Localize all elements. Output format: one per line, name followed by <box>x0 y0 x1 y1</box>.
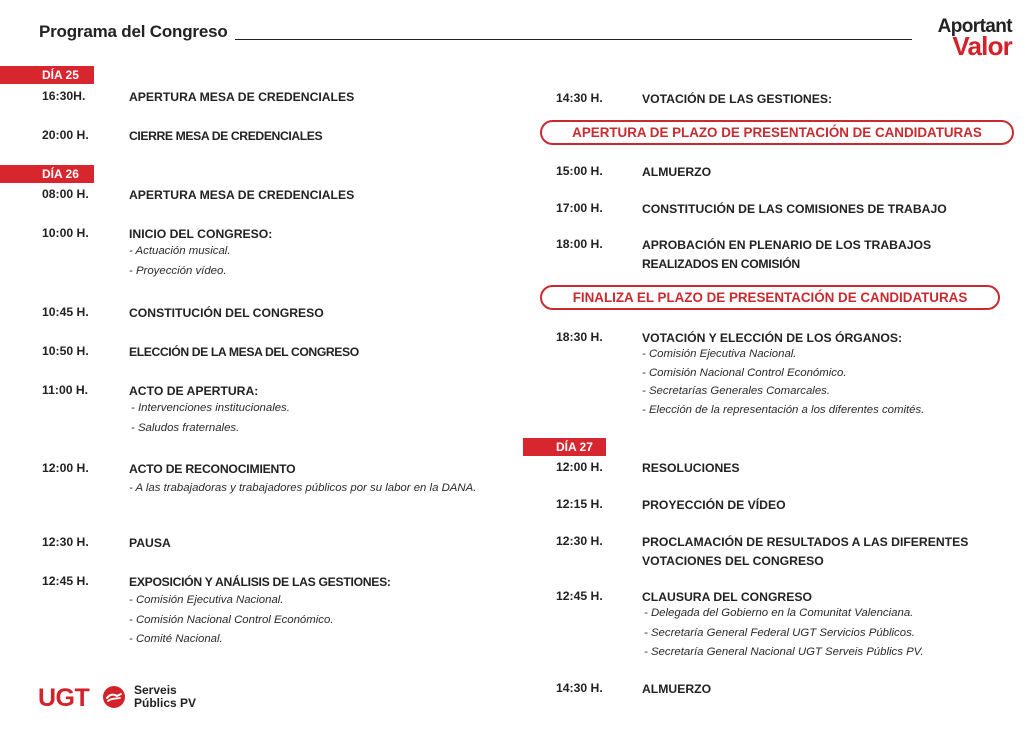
event-title: ALMUERZO <box>642 165 712 179</box>
event-title: CLAUSURA DEL CONGRESO <box>642 590 812 604</box>
event-subitem: - Actuación musical. <box>129 245 231 257</box>
event-time: 18:30 H. <box>556 330 603 344</box>
brand-logo <box>937 16 1012 62</box>
event-title: VOTACIÓN DE LAS GESTIONES: <box>642 92 833 106</box>
event-time: 10:00 H. <box>42 226 89 240</box>
event-title: INICIO DEL CONGRESO: <box>129 227 273 241</box>
event-title-line2: VOTACIONES DEL CONGRESO <box>642 554 824 568</box>
event-title: ACTO DE APERTURA: <box>129 384 259 398</box>
event-time: 17:00 H. <box>556 201 603 215</box>
candidaturas-open-banner: APERTURA DE PLAZO DE PRESENTACIÓN DE CANDIDATURAS <box>540 120 1014 145</box>
event-time: 12:15 H. <box>556 497 603 511</box>
event-subitems <box>129 481 479 495</box>
event-subitem: - Comisión Ejecutiva Nacional. <box>642 348 797 360</box>
event-subitems <box>129 591 333 650</box>
event-title: APROBACIÓN EN PLENARIO DE LOS TRABAJOS <box>642 238 932 252</box>
event-subitems <box>642 345 924 419</box>
event-time: 08:00 H. <box>42 187 89 201</box>
ugt-wordmark: UGT <box>38 684 90 712</box>
candidaturas-close-banner: FINALIZA EL PLAZO DE PRESENTACIÓN DE CANDIDATURAS <box>540 285 1000 310</box>
event-title: ELECCIÓN DE LA MESA DEL CONGRESO <box>129 345 359 359</box>
brand-line2: Valor <box>952 31 1012 62</box>
day-badge-25: DÍA 25 <box>0 66 94 84</box>
event-subitem: - Comisión Nacional Control Económico. <box>129 613 334 626</box>
org-name-line1: Serveis <box>134 683 177 697</box>
org-name-line2: Públics PV <box>134 696 197 710</box>
event-time: 16:30H. <box>42 89 86 103</box>
event-title: APERTURA MESA DE CREDENCIALES <box>129 188 355 202</box>
day-badge-27: DÍA 27 <box>523 438 606 456</box>
event-title: CONSTITUCIÓN DE LAS COMISIONES DE TRABAJO <box>642 202 947 216</box>
header-divider <box>235 39 912 40</box>
event-time: 12:00 H. <box>42 461 89 475</box>
event-subitem: - Comisión Nacional Control Económico. <box>642 366 847 379</box>
event-time: 15:00 H. <box>556 164 603 178</box>
event-time: 12:00 H. <box>556 460 603 474</box>
event-title: VOTACIÓN Y ELECCIÓN DE LOS ÓRGANOS: <box>642 331 903 345</box>
event-subitem: - Intervenciones institucionales. <box>131 402 290 414</box>
event-subitem: - Elección de la representación a los diferentes comités. <box>642 403 925 416</box>
event-title: EXPOSICIÓN Y ANÁLISIS DE LAS GESTIONES: <box>129 575 391 589</box>
event-subitem: - Delegada del Gobierno en la Comunitat Valenciana. <box>644 607 914 619</box>
event-title: PROYECCIÓN DE VÍDEO <box>642 498 786 512</box>
event-title: RESOLUCIONES <box>642 461 740 475</box>
event-subitem: - Secretarías Generales Comarcales. <box>642 385 831 397</box>
event-title: ACTO DE RECONOCIMIENTO <box>129 462 296 476</box>
event-time: 18:00 H. <box>556 237 603 251</box>
event-subitem: - Proyección vídeo. <box>129 264 227 277</box>
event-time: 14:30 H. <box>556 91 603 105</box>
org-name <box>134 684 196 710</box>
event-subitem: - A las trabajadoras y trabajadores públicos por su labor en la DANA. <box>129 482 477 494</box>
event-title: PROCLAMACIÓN DE RESULTADOS A LAS DIFERENTES <box>642 535 969 549</box>
event-subitem: - Secretaría General Nacional UGT Serveis Públics PV. <box>644 646 924 658</box>
brand-line1: Aportant <box>937 16 1012 37</box>
event-title-line2: REALIZADOS EN COMISIÓN <box>642 257 800 271</box>
event-subitem: - Comisión Ejecutiva Nacional. <box>129 594 284 606</box>
event-subitems <box>644 604 924 663</box>
event-subitem: - Saludos fraternales. <box>131 421 240 434</box>
page-title: Programa del Congreso <box>39 22 228 41</box>
event-time: 12:30 H. <box>42 535 89 549</box>
event-time: 14:30 H. <box>556 681 603 695</box>
event-title: CONSTITUCIÓN DEL CONGRESO <box>129 306 324 320</box>
event-time: 12:45 H. <box>42 574 89 588</box>
event-title: APERTURA MESA DE CREDENCIALES <box>129 90 355 104</box>
event-title: PAUSA <box>129 536 171 550</box>
ugt-emblem-icon <box>102 685 126 709</box>
event-time: 12:45 H. <box>556 589 603 603</box>
event-subitems <box>131 399 290 438</box>
event-title: ALMUERZO <box>642 682 712 696</box>
event-title: CIERRE MESA DE CREDENCIALES <box>129 129 323 143</box>
event-time: 12:30 H. <box>556 534 603 548</box>
event-time: 10:45 H. <box>42 305 89 319</box>
event-time: 20:00 H. <box>42 128 89 142</box>
day-badge-26: DÍA 26 <box>0 165 94 183</box>
event-time: 10:50 H. <box>42 344 89 358</box>
event-subitem: - Secretaría General Federal UGT Servicios Públicos. <box>644 626 915 639</box>
event-time: 11:00 H. <box>42 383 89 397</box>
event-subitems <box>129 242 231 281</box>
ugt-logo <box>38 682 238 712</box>
event-subitem: - Comité Nacional. <box>129 633 223 645</box>
